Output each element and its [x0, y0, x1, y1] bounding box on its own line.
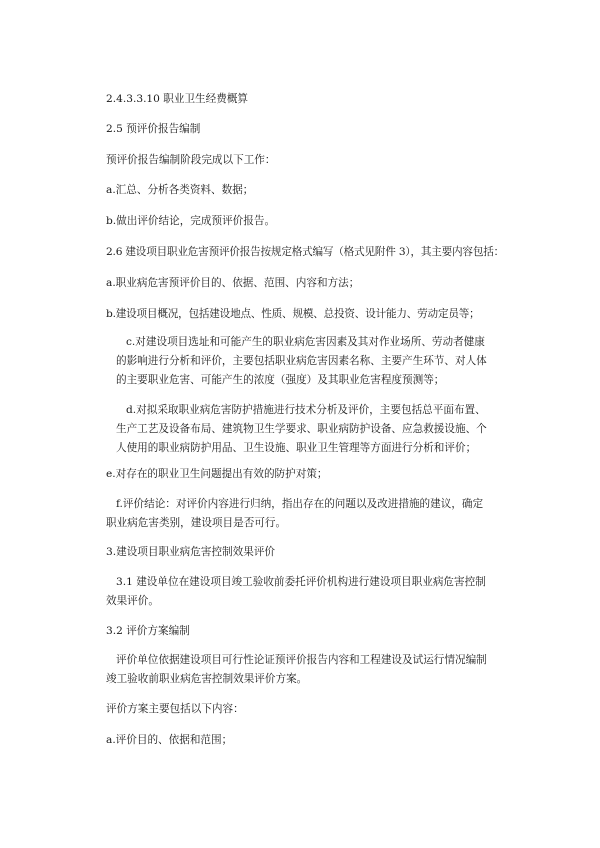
section-heading-2-4-3-3-10: 2.4.3.3.10 职业卫生经费概算 — [106, 93, 249, 105]
section-paragraph-3-1: 3.1 建设单位在建设项目竣工验收前委托评价机构进行建设项目职业病危害控制效果评价。 — [106, 576, 486, 607]
paragraph-evaluation-plan: 评价单位依据建设项目可行性论证预评价报告内容和工程建设及试运行情况编制竣工验收前职业病危害控制效果评价方案。 — [106, 654, 487, 685]
list-item-f-conclusion: f.评价结论：对评价内容进行归纳，指出存在的问题以及改进措施的建议，确定职业病危害类别，建设项目是否可行。 — [106, 498, 484, 529]
section-heading-3-2: 3.2 评价方案编制 — [106, 625, 190, 637]
paragraph-plan-contents: 评价方案主要包括以下内容： — [106, 703, 244, 715]
list-item-b-overview: b.建设项目概况，包括建设地点、性质、规模、总投资、设计能力、劳动定员等； — [106, 308, 480, 320]
section-heading-3: 3.建设项目职业病危害控制效果评价 — [106, 546, 276, 558]
section-heading-2-6: 2.6 建设项目职业危害预评价报告按规定格式编写（格式见附件 3），其主要内容包括： — [106, 246, 504, 258]
list-item-a-scope: a.评价目的、依据和范围； — [106, 734, 233, 746]
list-item-a-purpose: a.职业病危害预评价目的、依据、范围、内容和方法； — [106, 277, 360, 289]
paragraph-preeval-stage: 预评价报告编制阶段完成以下工作： — [106, 154, 276, 166]
list-item-e-countermeasures: e.对存在的职业卫生问题提出有效的防护对策； — [106, 468, 328, 480]
section-heading-2-5: 2.5 预评价报告编制 — [106, 123, 201, 135]
list-item-b-conclusion: b.做出评价结论，完成预评价报告。 — [106, 215, 276, 227]
list-item-a-summarize: a.汇总、分析各类资料、数据； — [106, 184, 254, 196]
list-item-d-protection-measures: d.对拟采取职业病危害防护措施进行技术分析及评价，主要包括总平面布置、生产工艺及设备布局、建筑物卫生学要求、职业病防护设备、应急救援设施、个人使用的职业病防护用品、卫生设施、职业卫生管理等方面进行分析和评价； — [116, 404, 487, 454]
list-item-c-site-analysis: c.对建设项目选址和可能产生的职业病危害因素及其对作业场所、劳动者健康的影响进行分析和评价，主要包括职业病危害因素名称、主要产生环节、对人体的主要职业危害、可能产生的浓度（强度）及其职业危害程度预测等； — [116, 336, 487, 386]
